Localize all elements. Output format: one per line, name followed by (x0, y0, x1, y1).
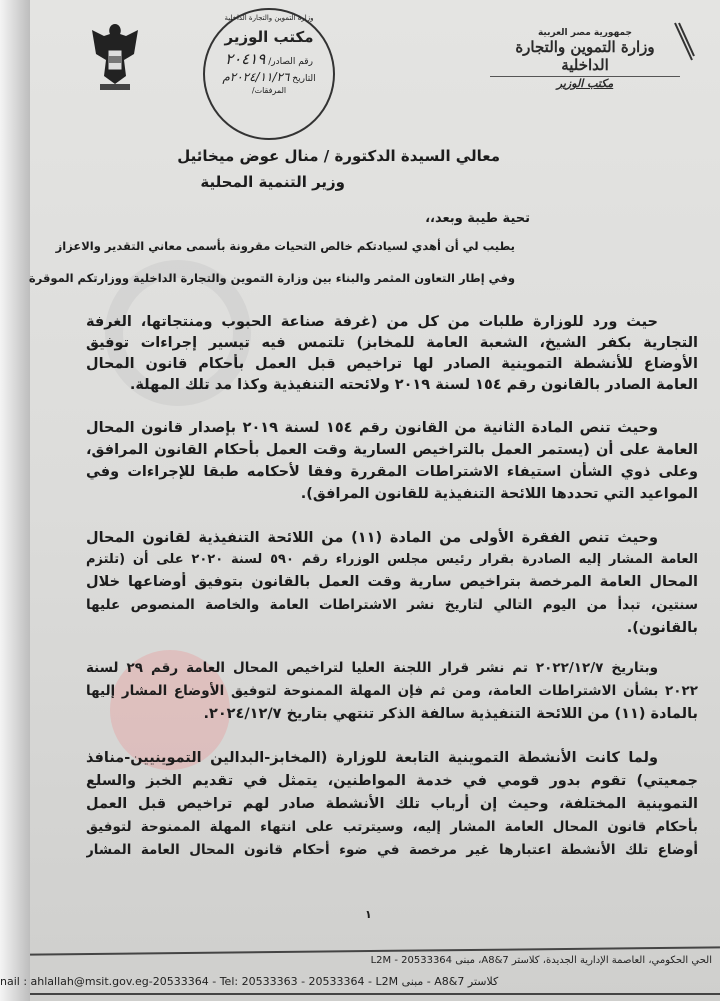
paragraph-line: بأحكام قانون المحال العامة المشار إليه، وسيترتب على انتهاء المهلة الممنوحة لتوفيق (86, 819, 698, 835)
office-name: مكتب الوزير (556, 77, 614, 90)
addressee-name: معالي السيدة الدكتورة / منال عوض ميخائيل (177, 147, 500, 165)
stamp-title: مكتب الوزير (224, 28, 314, 46)
paragraph-line: أوضاع تلك الأنشطة اعتبارها غير مرخصة في ضوء أحكام قانون المحال العامة المشار (86, 842, 698, 858)
letterhead (490, 28, 680, 90)
paragraph-line: ولما كانت الأنشطة التموينية التابعة للوزارة (المخابز-البدالين التموينيين-منافذ (86, 750, 658, 766)
intro-line: وفي إطار التعاون المثمر والبناء بين وزارة التموين والتجارة الداخلية ووزارتكم الموقرة (28, 271, 515, 285)
paragraph-line: جمعيتي) تقوم بدور قومي في خدمة المواطنين، يتمثل في تقديم الخبز والسلع (86, 773, 698, 789)
background-edge (0, 0, 30, 1001)
paragraph-line: الأوضاع للأنشطة التموينية الصادر لها تراخيص قبل العمل بأحكام قانون المحال (86, 356, 698, 372)
addressee-title: وزير التنمية المحلية (200, 173, 345, 191)
stamp-date-label: التاريخ (292, 74, 316, 84)
paragraph-line: المحال العامة المرخصة بتراخيص سارية وقت العمل بالقانون بتوفيق أوضاعها خلال (86, 574, 698, 590)
ministry-name: وزارة التموين والتجارة الداخلية (490, 38, 680, 77)
paragraph-line: وحيث تنص الفقرة الأولى من المادة (١١) من اللائحة التنفيذية لقانون المحال (86, 530, 658, 546)
paragraph-line: العامة الصادر بالقانون رقم ١٥٤ لسنة ٢٠١٩ ولائحته التنفيذية وكذا مد تلك المهلة. (129, 377, 698, 393)
ministry-stamp (203, 8, 335, 140)
paragraph-line: حيث ورد للوزارة طلبات من كل من (غرفة صناعة الحبوب ومنتجاتها، الغرفة (86, 314, 658, 330)
paragraph-line: التجارية بكفر الشيخ، الشعبة العامة للمخابز) تلتمس فيه تيسير إجراءات توفيق (86, 335, 698, 351)
paragraph-line: ٢٠٢٢ بشأن الاشتراطات العامة، ومن ثم فإن المهلة الممنوحة لتوفيق الأوضاع المشار إليها (86, 683, 698, 699)
footer-contact: nail : ahlallah@msit.gov.eg-20533364 - Tel: 20533363 - 20533364 - L2M مبنى - A8&7 كلاستر (0, 975, 499, 988)
paragraph-line: المواعيد التي تحددها اللائحة التنفيذية للقانون المرافق). (300, 486, 698, 502)
stamp-attachments: المرفقات/ (251, 86, 287, 95)
paragraph-line: وبتاريخ ٢٠٢٢/١٢/٧ تم نشر قرار اللجنة العليا لتراخيص المحال العامة رقم ٢٩ لسنة (86, 660, 658, 676)
paragraph-line: التموينية المختلفة، وحيث إن أرباب تلك الأنشطة صادر لهم تراخيص قبل العمل (86, 796, 698, 812)
stamp-number: ٢٠٤١٩ (225, 50, 266, 68)
greeting: تحية طيبة وبعد،، (425, 211, 530, 226)
stamp-date-row (205, 70, 333, 84)
stamp-number-label: رقم الصادر/ (268, 57, 313, 67)
paragraph-line: العامة على أن (يستمر العمل بالتراخيص السارية وقت العمل بأحكام القانون المرافق، (86, 442, 698, 458)
paragraph-line: بالمادة (١١) من اللائحة التنفيذية سالفة الذكر تنتهي بتاريخ ٢٠٢٤/١٢/٧. (203, 706, 698, 722)
pen-mark-icon (672, 20, 696, 65)
intro-line: يطيب لي أن أهدي لسيادتكم خالص التحيات مقرونة بأسمى معاني التقدير والاعزاز (55, 239, 515, 253)
paragraph-line: وحيث تنص المادة الثانية من القانون رقم ١٥٤ لسنة ٢٠١٩ بإصدار قانون المحال (86, 420, 658, 436)
paragraph-line: العامة المشار إليه الصادرة بقرار رئيس مجلس الوزراء رقم ٥٩٠ لسنة ٢٠٢٠ على أن (تلتزم (86, 552, 698, 567)
paragraph-line: بالقانون). (626, 620, 698, 636)
footer-address: الحي الحكومي، العاصمة الإدارية الجديدة، كلاستر A8&7، مبنى L2M - 20533364 (370, 955, 712, 966)
paragraph-line: سنتين، تبدأ من اليوم التالي لتاريخ نشر الاشتراطات العامة والخاصة المنصوص عليها (86, 597, 698, 613)
eagle-emblem-icon (88, 20, 142, 92)
paragraph-line: وعلى ذوي الشأن استيفاء الاشتراطات المقررة وفقا لأحكامه طبقا للإجراءات وفي (86, 464, 698, 480)
stamp-number-row (205, 50, 333, 68)
stamp-arc-text: وزارة التموين والتجارة الداخلية (224, 14, 314, 22)
country-name: جمهورية مصر العربية (537, 28, 633, 38)
page-number: ١ (365, 908, 372, 921)
stamp-date: ٢٠٢٤/١١/٢٦م (222, 70, 290, 84)
footer-rule-bottom (30, 993, 720, 995)
